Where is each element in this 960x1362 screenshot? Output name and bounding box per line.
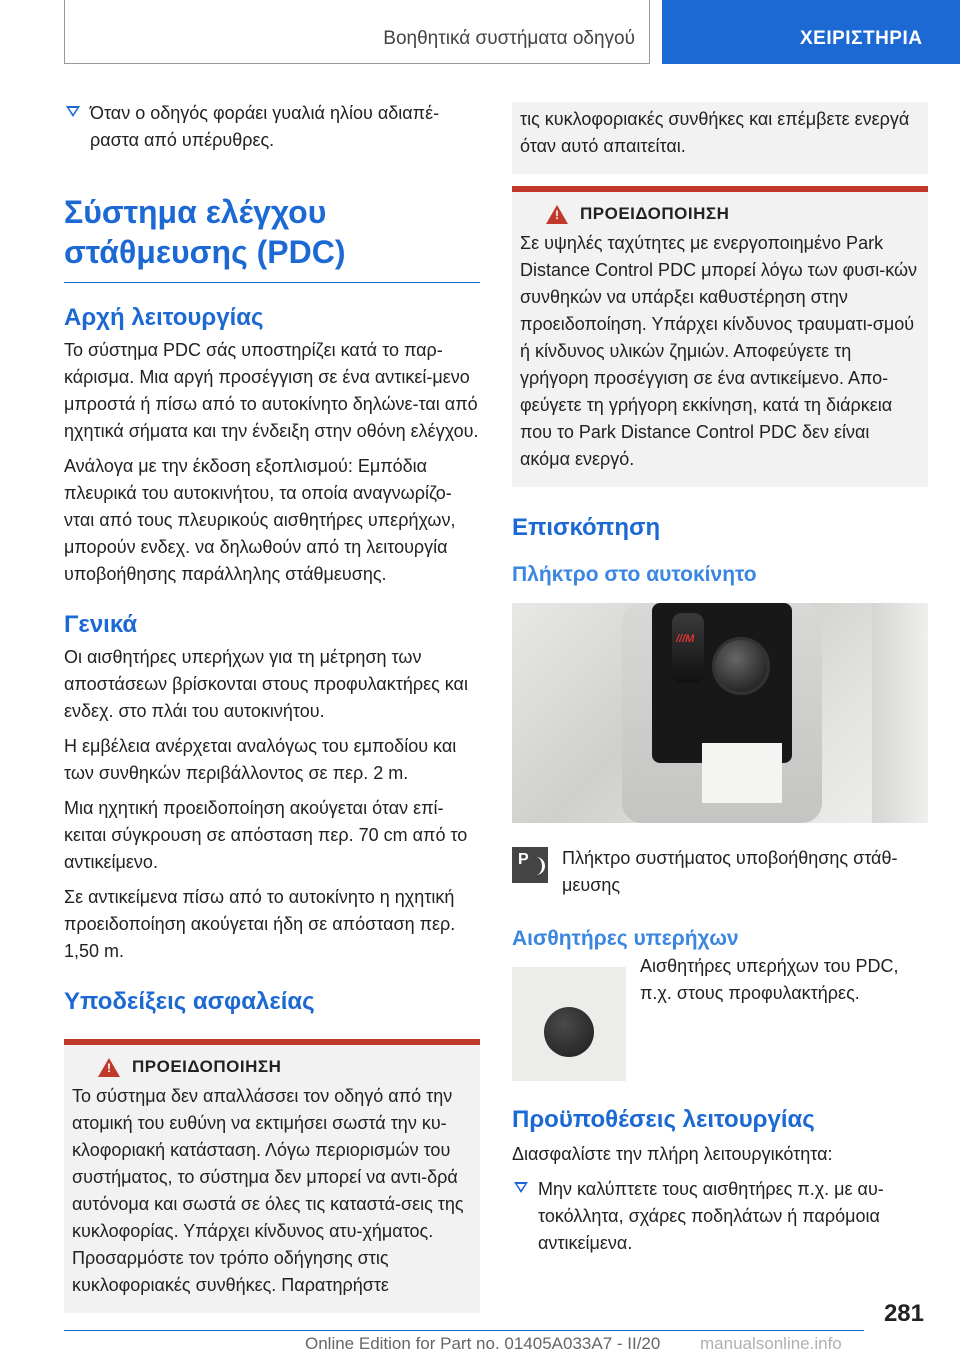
paragraph-collision: Μια ηχητική προειδοποίηση ακούγεται όταν επί-κειται σύγκρουση σε απόσταση περ. 70 cm από το αντικείμενο. [64, 798, 468, 872]
center-console-photo: ///M [512, 603, 928, 823]
warning-title: ΠΡΟΕΙΔΟΠΟΙΗΣΗ [132, 1057, 282, 1076]
heading-safety: Υποδείξεις ασφαλείας [64, 988, 315, 1015]
warning-title: ΠΡΟΕΙΔΟΠΟΙΗΣΗ [580, 204, 730, 223]
ultrasonic-sensor-image [512, 967, 626, 1081]
bullet-text: Όταν ο οδηγός φοράει γυαλιά ηλίου αδιαπέ-ραστα από υπέρυθρες. [90, 103, 440, 150]
heading-overview: Επισκόπηση [512, 514, 661, 541]
bullet-item [512, 1176, 928, 1257]
paragraph-prerequisites: Διασφαλίστε την πλήρη λειτουργικότητα: [512, 1144, 833, 1164]
sensor-row [512, 956, 928, 1081]
header-chapter-title: ΧΕΙΡΙΣΤΗΡΙΑ [800, 28, 923, 49]
header-section-box [64, 0, 650, 64]
paragraph-rear: Σε αντικείμενα πίσω από το αυτοκίνητο η ηχητική προειδοποίηση ακούγεται ήδη σε απόσταση περ. 1,50 m. [64, 887, 456, 961]
heading-button: Πλήκτρο στο αυτοκίνητο [512, 563, 757, 586]
header-chapter-tab[interactable] [662, 0, 960, 64]
right-column [512, 102, 928, 1257]
left-column [64, 100, 480, 1313]
warning-header [72, 1057, 472, 1077]
warning-continuation-text: τις κυκλοφοριακές συνθήκες και επέμβετε ενεργά όταν αυτό απαιτείται. [520, 109, 910, 156]
controller-knob-icon [712, 637, 770, 695]
paragraph-side-sensors: Ανάλογα με την έκδοση εξοπλισμού: Εμπόδια πλευρικά του αυτοκινήτου, τα οποία αναγνωρίζο-νται από τους πλευρικούς αισθητήρες υπερήχων, μπορούν ενδεχ. να δηλωθούν από τη λειτουργία υποβοήθησης παράλληλης στάθμευσης. [64, 456, 456, 584]
bullet-triangle-icon [514, 1182, 528, 1193]
footer-edition: Online Edition for Part no. 01405A033A7 - II/20 [305, 1334, 661, 1353]
section-title: Σύστημα ελέγχου στάθμευσης (PDC) [64, 194, 346, 270]
heading-prerequisites: Προϋποθέσεις λειτουργίας [512, 1106, 815, 1133]
warning-text: Σε υψηλές ταχύτητες με ενεργοποιημένο Park Distance Control PDC μπορεί λόγω των φυσι-κών συνθηκών να υπάρξει καθυστέρηση στην προειδοποίηση. Υπάρχει κίνδυνος τραυματι-σμού ή κίνδυνος υλικών ζημιών. Αποφεύγετε τη γρήγορη προσέγγιση σε ένα αντικείμενο. Απο-φεύγετε τη γρήγορη εκκίνηση, κατά τη διάρκεια που το Park Distance Control PDC δεν είναι ακόμα ενεργό. [520, 233, 918, 469]
button-caption-row [512, 845, 928, 899]
page-number: 281 [883, 1300, 924, 1327]
paragraph-principle: Το σύστημα PDC σάς υποστηρίζει κατά το παρ-κάρισμα. Μια αργή προσέγγιση σε ένα αντικεί-μενο μπροστά ή πίσω από το αυτοκίνητο δηλώνε-ται από ηχητικά σήματα και την ένδειξη στην οθόνη ελέγχου. [64, 340, 479, 441]
header-section-title: Βοηθητικά συστήματα οδηγού [383, 28, 635, 49]
warning-box [512, 186, 928, 487]
section-rule [64, 282, 480, 283]
heading-principle: Αρχή λειτουργίας [64, 304, 264, 331]
park-assist-button-icon [512, 847, 548, 883]
heading-general: Γενικά [64, 611, 138, 638]
bullet-text: Μην καλύπτετε τους αισθητήρες π.χ. με αυ-τοκόλλητα, σχάρες ποδηλάτων ή παρόμοια αντικείμενα. [538, 1179, 884, 1253]
paragraph-sensors-location: Οι αισθητήρες υπερήχων για τη μέτρηση των αποστάσεων βρίσκονται στους προφυλακτήρες και ενδεχ. στο πλάι του αυτοκινήτου. [64, 647, 468, 721]
warning-icon [546, 205, 568, 224]
button-caption: Πλήκτρο συστήματος υποβοήθησης στάθ-μευσης [562, 848, 898, 895]
bullet-triangle-icon [66, 106, 80, 117]
warning-text: Το σύστημα δεν απαλλάσσει τον οδηγό από την ατομική του ευθύνη να εκτιμήσει σωστά την κυ-κλοφοριακή κατάσταση. Λόγω περιορισμών του συστήματος, το σύστημα δεν μπορεί να αντι-δρά αυτόνομα και σωστά σε όλες τις καταστά-σεις της κυκλοφορίας. Υπάρχει κίνδυνος ατυ-χήματος. Προσαρμόστε τον τρόπο οδήγησης στις κυκλοφοριακές συνθήκες. Παρατηρήστε [72, 1086, 464, 1295]
footer-rule [64, 1330, 864, 1331]
warning-header [520, 204, 920, 224]
sensors-caption: Αισθητήρες υπερήχων του PDC, π.χ. στους προφυλακτήρες. [640, 956, 899, 1003]
warning-icon [98, 1058, 120, 1077]
bullet-item [64, 100, 480, 154]
paragraph-range: Η εμβέλεια ανέρχεται αναλόγως του εμποδίου και των συνθηκών περιβάλλοντος σε περ. 2 m. [64, 736, 457, 783]
footer-watermark: manualsonline.info [700, 1334, 842, 1353]
heading-sensors: Αισθητήρες υπερήχων [512, 927, 739, 950]
warning-box [64, 1039, 480, 1313]
warning-continuation-box [512, 102, 928, 174]
